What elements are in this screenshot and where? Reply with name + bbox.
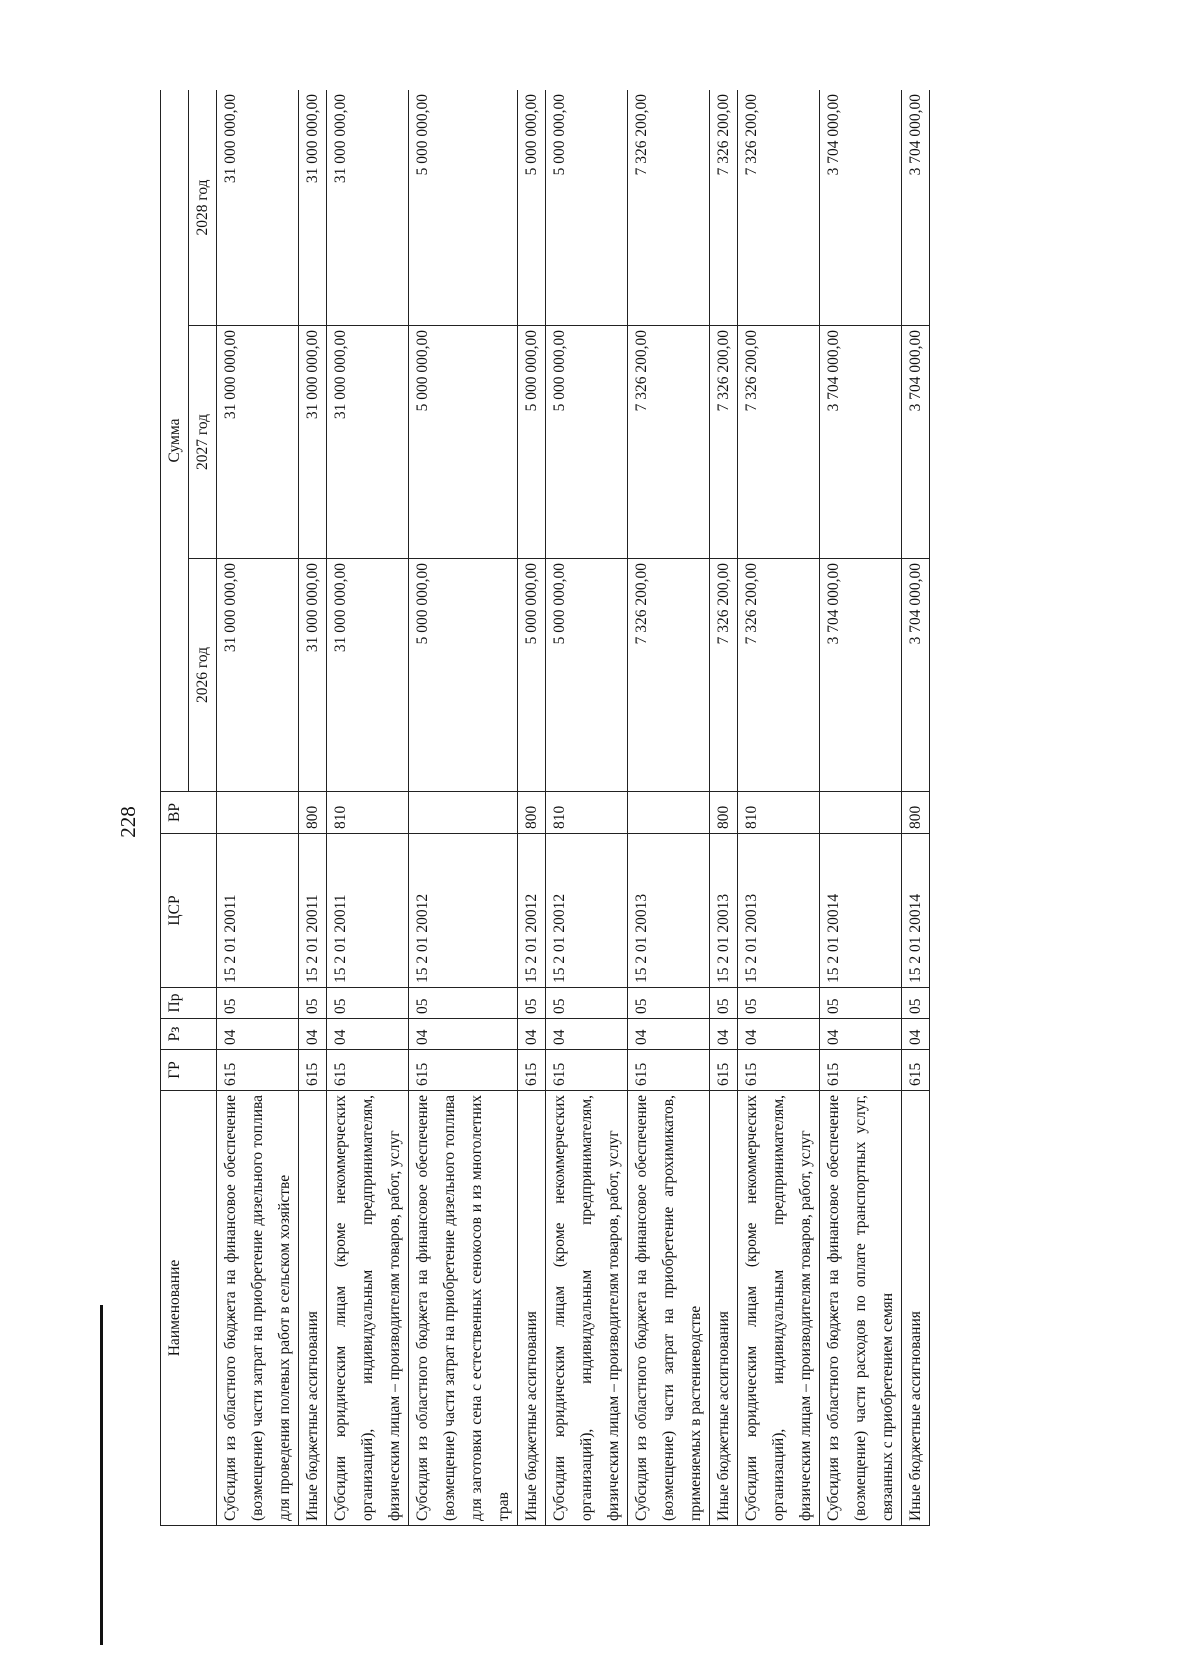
cell-2027: 7 326 200,00 xyxy=(628,326,710,559)
cell-rz: 04 xyxy=(902,1019,930,1050)
cell-rz: 04 xyxy=(820,1019,902,1050)
cell-gr: 615 xyxy=(820,1050,902,1091)
cell-vr xyxy=(820,792,902,834)
cell-name: Субсидии юридическим лицам (кроме некоммерческих организаций), индивидуальным предпринимателям, физическим лицам – производителям товаров, работ, услуг xyxy=(738,1091,820,1526)
cell-2026: 31 000 000,00 xyxy=(299,559,327,792)
cell-name: Иные бюджетные ассигнования xyxy=(299,1091,327,1526)
cell-2027: 5 000 000,00 xyxy=(409,326,518,559)
cell-2028: 7 326 200,00 xyxy=(738,90,820,326)
cell-gr: 615 xyxy=(217,1050,299,1091)
header-2028: 2028 год xyxy=(189,90,217,326)
cell-csr: 15 2 01 20011 xyxy=(327,834,409,988)
cell-2028: 5 000 000,00 xyxy=(409,90,518,326)
cell-vr: 800 xyxy=(902,792,930,834)
cell-gr: 615 xyxy=(299,1050,327,1091)
cell-name: Иные бюджетные ассигнования xyxy=(902,1091,930,1526)
table-row xyxy=(327,90,409,1526)
header-rz: Рз xyxy=(161,1019,217,1050)
cell-2026: 5 000 000,00 xyxy=(409,559,518,792)
header-sum: Сумма xyxy=(161,90,189,792)
cell-rz: 04 xyxy=(710,1019,738,1050)
cell-2027: 31 000 000,00 xyxy=(217,326,299,559)
cell-rz: 04 xyxy=(217,1019,299,1050)
cell-2026: 7 326 200,00 xyxy=(628,559,710,792)
table-body xyxy=(217,90,930,1526)
cell-pr: 05 xyxy=(902,988,930,1019)
cell-gr: 615 xyxy=(409,1050,518,1091)
header-vr: ВР xyxy=(161,792,217,834)
cell-rz: 04 xyxy=(409,1019,518,1050)
cell-2026: 7 326 200,00 xyxy=(710,559,738,792)
cell-pr: 05 xyxy=(738,988,820,1019)
cell-gr: 615 xyxy=(710,1050,738,1091)
table-row xyxy=(518,90,546,1526)
table-row xyxy=(710,90,738,1526)
cell-rz: 04 xyxy=(299,1019,327,1050)
cell-rz: 04 xyxy=(518,1019,546,1050)
rotated-page-region xyxy=(160,90,1160,1620)
cell-2027: 3 704 000,00 xyxy=(820,326,902,559)
cell-vr: 810 xyxy=(546,792,628,834)
cell-name: Субсидия из областного бюджета на финансовое обеспечение (возмещение) части затрат на приобретение дизельного топлива для проведения полевых работ в сельском хозяйстве xyxy=(217,1091,299,1526)
cell-pr: 05 xyxy=(628,988,710,1019)
cell-pr: 05 xyxy=(820,988,902,1019)
cell-vr xyxy=(217,792,299,834)
cell-2027: 3 704 000,00 xyxy=(902,326,930,559)
header-row xyxy=(161,90,189,1526)
cell-name: Субсидия из областного бюджета на финансовое обеспечение (возмещение) части затрат на приобретение дизельного топлива для заготовки сена с естественных сенокосов и из многолетних трав xyxy=(409,1091,518,1526)
cell-csr: 15 2 01 20013 xyxy=(710,834,738,988)
cell-csr: 15 2 01 20012 xyxy=(546,834,628,988)
cell-csr: 15 2 01 20012 xyxy=(518,834,546,988)
cell-vr xyxy=(409,792,518,834)
cell-vr xyxy=(628,792,710,834)
footer-rule xyxy=(100,1305,103,1645)
cell-2026: 3 704 000,00 xyxy=(902,559,930,792)
header-name: Наименование xyxy=(161,1091,217,1526)
cell-csr: 15 2 01 20011 xyxy=(299,834,327,988)
cell-csr: 15 2 01 20014 xyxy=(820,834,902,988)
cell-2027: 7 326 200,00 xyxy=(738,326,820,559)
header-gr: ГР xyxy=(161,1050,217,1091)
cell-gr: 615 xyxy=(628,1050,710,1091)
table-row xyxy=(820,90,902,1526)
table-row xyxy=(628,90,710,1526)
cell-2027: 31 000 000,00 xyxy=(327,326,409,559)
cell-2026: 7 326 200,00 xyxy=(738,559,820,792)
header-pr: Пр xyxy=(161,988,217,1019)
cell-2028: 31 000 000,00 xyxy=(299,90,327,326)
cell-name: Субсидия из областного бюджета на финансовое обеспечение (возмещение) части расходов по оплате транспортных услуг, связанных с приобретением семян xyxy=(820,1091,902,1526)
cell-2028: 3 704 000,00 xyxy=(820,90,902,326)
cell-gr: 615 xyxy=(327,1050,409,1091)
cell-2026: 31 000 000,00 xyxy=(217,559,299,792)
cell-rz: 04 xyxy=(628,1019,710,1050)
table-row xyxy=(409,90,518,1526)
cell-name: Иные бюджетные ассигнования xyxy=(710,1091,738,1526)
cell-2028: 7 326 200,00 xyxy=(710,90,738,326)
cell-csr: 15 2 01 20014 xyxy=(902,834,930,988)
cell-vr: 810 xyxy=(327,792,409,834)
cell-vr: 800 xyxy=(710,792,738,834)
cell-csr: 15 2 01 20013 xyxy=(628,834,710,988)
cell-2028: 3 704 000,00 xyxy=(902,90,930,326)
rotated-table-frame xyxy=(160,90,1160,1526)
cell-vr: 810 xyxy=(738,792,820,834)
cell-2027: 7 326 200,00 xyxy=(710,326,738,559)
cell-gr: 615 xyxy=(902,1050,930,1091)
cell-pr: 05 xyxy=(546,988,628,1019)
cell-rz: 04 xyxy=(738,1019,820,1050)
cell-pr: 05 xyxy=(710,988,738,1019)
cell-pr: 05 xyxy=(327,988,409,1019)
table-row xyxy=(299,90,327,1526)
cell-csr: 15 2 01 20013 xyxy=(738,834,820,988)
cell-2027: 5 000 000,00 xyxy=(518,326,546,559)
page-number: 228 xyxy=(116,806,140,838)
cell-pr: 05 xyxy=(217,988,299,1019)
cell-vr: 800 xyxy=(518,792,546,834)
header-csr: ЦСР xyxy=(161,834,217,988)
cell-2026: 3 704 000,00 xyxy=(820,559,902,792)
table-row xyxy=(546,90,628,1526)
cell-name: Иные бюджетные ассигнования xyxy=(518,1091,546,1526)
cell-2027: 5 000 000,00 xyxy=(546,326,628,559)
cell-2028: 31 000 000,00 xyxy=(217,90,299,326)
cell-pr: 05 xyxy=(409,988,518,1019)
table-row xyxy=(217,90,299,1526)
cell-gr: 615 xyxy=(518,1050,546,1091)
cell-2028: 31 000 000,00 xyxy=(327,90,409,326)
cell-name: Субсидии юридическим лицам (кроме некоммерческих организаций), индивидуальным предпринимателям, физическим лицам – производителям товаров, работ, услуг xyxy=(546,1091,628,1526)
cell-pr: 05 xyxy=(299,988,327,1019)
cell-2028: 5 000 000,00 xyxy=(546,90,628,326)
cell-rz: 04 xyxy=(546,1019,628,1050)
cell-2026: 5 000 000,00 xyxy=(546,559,628,792)
table-row xyxy=(902,90,930,1526)
cell-vr: 800 xyxy=(299,792,327,834)
header-2026: 2026 год xyxy=(189,559,217,792)
cell-2028: 5 000 000,00 xyxy=(518,90,546,326)
header-2027: 2027 год xyxy=(189,326,217,559)
cell-csr: 15 2 01 20012 xyxy=(409,834,518,988)
cell-name: Субсидия из областного бюджета на финансовое обеспечение (возмещение) части затрат на приобретение агрохимикатов, применяемых в растениеводстве xyxy=(628,1091,710,1526)
cell-pr: 05 xyxy=(518,988,546,1019)
cell-gr: 615 xyxy=(738,1050,820,1091)
cell-gr: 615 xyxy=(546,1050,628,1091)
cell-2026: 5 000 000,00 xyxy=(518,559,546,792)
cell-csr: 15 2 01 20011 xyxy=(217,834,299,988)
cell-2026: 31 000 000,00 xyxy=(327,559,409,792)
cell-name: Субсидии юридическим лицам (кроме некоммерческих организаций), индивидуальным предпринимателям, физическим лицам – производителям товаров, работ, услуг xyxy=(327,1091,409,1526)
cell-2028: 7 326 200,00 xyxy=(628,90,710,326)
table-row xyxy=(738,90,820,1526)
cell-rz: 04 xyxy=(327,1019,409,1050)
budget-table xyxy=(160,90,930,1526)
cell-2027: 31 000 000,00 xyxy=(299,326,327,559)
